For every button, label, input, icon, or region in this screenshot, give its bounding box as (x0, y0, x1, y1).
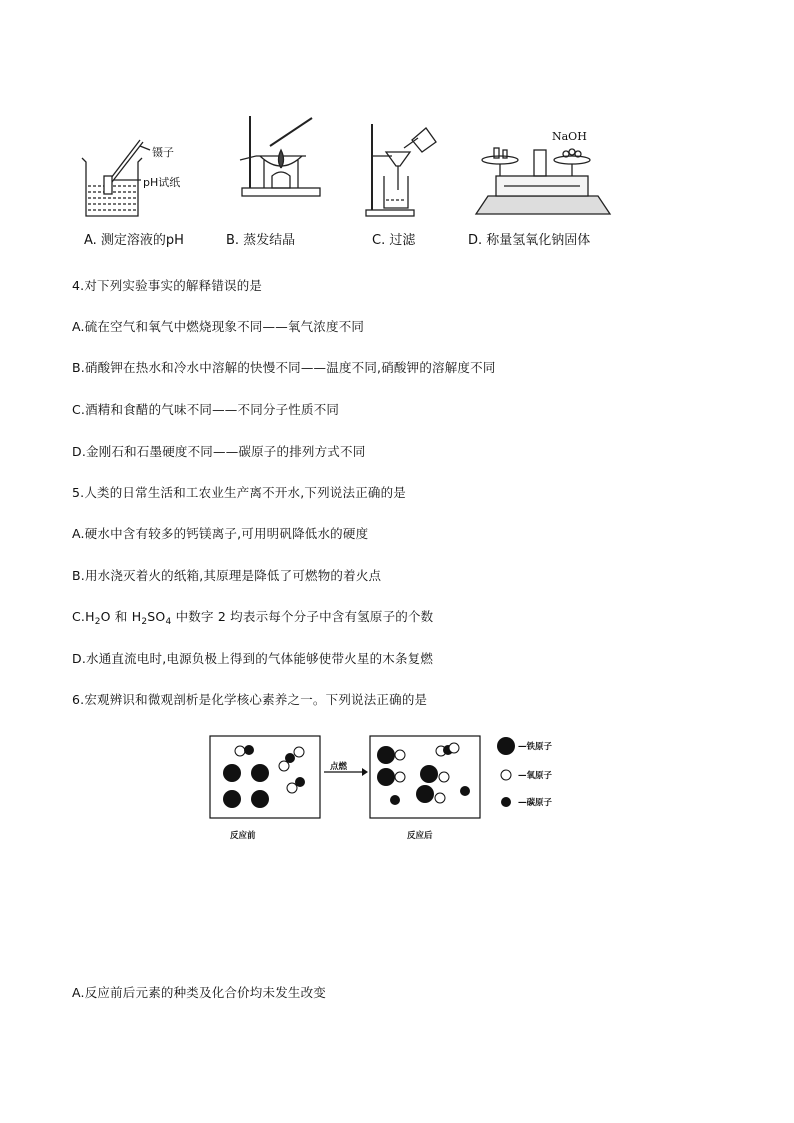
q5-c-mid2: SO (147, 609, 166, 624)
q5-option-d: D.水通直流电时,电源负极上得到的气体能够使带火星的木条复燃 (72, 651, 434, 666)
caption-c: C. 过滤 (372, 233, 416, 248)
o-atom (235, 746, 245, 756)
caption-d: D. 称量氢氧化钠固体 (468, 233, 591, 248)
o-atom (449, 743, 459, 753)
fe-atom (251, 790, 269, 808)
reaction-diagram (200, 730, 590, 850)
legend-o-label: —氧原子 (518, 771, 553, 781)
q5-c-post: 中数字 2 均表示每个分子中含有氢原子的个数 (171, 609, 434, 624)
c-atom (390, 795, 400, 805)
after-label: 反应后 (407, 831, 433, 841)
q6-option-a: A.反应前后元素的种类及化合价均未发生改变 (72, 985, 327, 1000)
tweezers-label: 镊子 (152, 146, 174, 159)
q5-option-a: A.硬水中含有较多的钙镁离子,可用明矾降低水的硬度 (72, 526, 369, 541)
evaporation-drawing (240, 116, 320, 196)
legend-c-label: —碳原子 (518, 798, 553, 808)
fe-atom (416, 785, 434, 803)
naoh-label: NaOH (552, 130, 587, 143)
q5-c-sub1: 2 (94, 617, 101, 627)
q5-c-sub2: 2 (141, 617, 148, 627)
o-atom (439, 772, 449, 782)
before-label: 反应前 (230, 831, 256, 841)
o-atom (287, 783, 297, 793)
legend-fe-symbol (497, 737, 515, 755)
caption-b: B. 蒸发结晶 (226, 233, 296, 248)
c-atom (244, 745, 254, 755)
apparatus-figure (0, 0, 794, 260)
q5-c-sub3: 4 (165, 617, 172, 627)
c-atom (295, 777, 305, 787)
o-atom (435, 793, 445, 803)
ph-paper-label: pH试纸 (143, 176, 181, 189)
legend-c-symbol (501, 797, 511, 807)
q5-option-c (72, 607, 433, 627)
o-atom (279, 761, 289, 771)
o-atom (395, 750, 405, 760)
q6-stem: 6.宏观辨识和微观剖析是化学核心素养之一。下列说法正确的是 (72, 692, 428, 707)
fe-atom (223, 764, 241, 782)
fe-atom (377, 768, 395, 786)
legend-o-symbol (501, 770, 511, 780)
caption-a: A. 测定溶液的pH (84, 233, 184, 248)
fe-atom (377, 746, 395, 764)
balance-drawing (476, 148, 610, 214)
apparatus-drawings (0, 0, 794, 260)
q5-c-pre: C.H (72, 609, 95, 624)
q4-option-b: B.硝酸钾在热水和冷水中溶解的快慢不同——温度不同,硝酸钾的溶解度不同 (72, 360, 496, 375)
q4-option-a: A.硫在空气和氧气中燃烧现象不同——氧气浓度不同 (72, 319, 365, 334)
fe-atom (223, 790, 241, 808)
c-atom (460, 786, 470, 796)
q5-c-mid1: O 和 H (100, 609, 142, 624)
o-atom (294, 747, 304, 757)
arrow-label: 点燃 (330, 762, 348, 772)
fe-atom (251, 764, 269, 782)
q4-option-c: C.酒精和食醋的气味不同——不同分子性质不同 (72, 402, 340, 417)
q4-stem: 4.对下列实验事实的解释错误的是 (72, 278, 263, 293)
fe-atom (420, 765, 438, 783)
o-atom (395, 772, 405, 782)
q5-option-b: B.用水浇灭着火的纸箱,其原理是降低了可燃物的着火点 (72, 568, 382, 583)
filtration-drawing (366, 124, 436, 216)
q4-option-d: D.金刚石和石墨硬度不同——碳原子的排列方式不同 (72, 444, 366, 459)
legend-fe-label: —铁原子 (518, 742, 553, 752)
q5-stem: 5.人类的日常生活和工农业生产离不开水,下列说法正确的是 (72, 485, 407, 500)
beaker-tweezers-drawing (82, 140, 150, 216)
